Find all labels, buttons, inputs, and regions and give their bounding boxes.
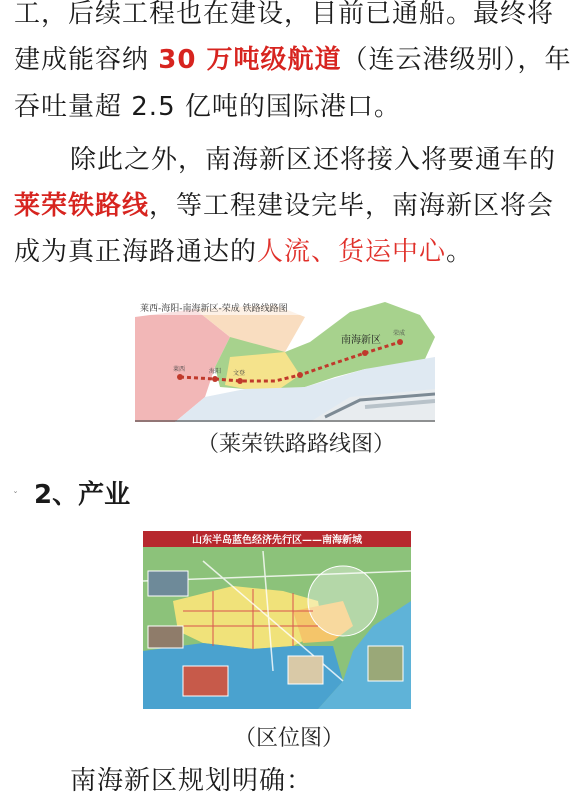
text-segment: 成为真正海路通达的 — [14, 237, 258, 267]
bullet-marker: ˇ — [13, 491, 18, 502]
section-heading: 2、产业 — [34, 480, 131, 510]
text-line — [14, 230, 473, 274]
location-map-image — [143, 531, 411, 709]
station-label: 荣成 — [393, 330, 406, 337]
text-segment: 。 — [446, 237, 474, 267]
location-map-graphic — [143, 531, 411, 709]
figure-caption: （区位图） — [234, 726, 345, 751]
text-line: 南海新区规划明确： — [70, 766, 314, 796]
map-banner: 山东半岛蓝色经济先行区——南海新城 — [192, 535, 362, 546]
highlight-channel: 30 万吨级航道 — [158, 45, 342, 75]
text-line: 工，后续工程也在建设，目前已通船。最终将 — [14, 0, 555, 29]
highlight-hub: 人流、货运中心 — [257, 237, 447, 267]
text-segment: （连云港级别），年 — [341, 45, 572, 75]
text-segment: ，等工程建设完毕，南海新区将会 — [149, 191, 555, 221]
text-line: 吞吐量超 2.5 亿吨的国际港口。 — [14, 92, 401, 122]
figure-caption: （莱荣铁路路线图） — [197, 432, 396, 457]
label-nanhai: 南海新区 — [341, 335, 381, 346]
station-label: 海阳 — [209, 368, 222, 375]
text-line — [14, 184, 554, 228]
highlight-railway: 莱荣铁路线 — [14, 191, 150, 221]
railway-map-image — [135, 297, 435, 422]
text-line: 除此之外，南海新区还将接入将要通车的 — [70, 145, 557, 175]
text-line — [14, 38, 572, 82]
text-segment: 建成能容纳 — [14, 45, 159, 75]
map-title: 莱西-海阳-南海新区-荣成 铁路线路图 — [140, 304, 288, 314]
station-label: 莱西 — [173, 366, 186, 373]
railway-map-graphic — [135, 297, 435, 422]
station-label: 文登 — [233, 370, 246, 377]
